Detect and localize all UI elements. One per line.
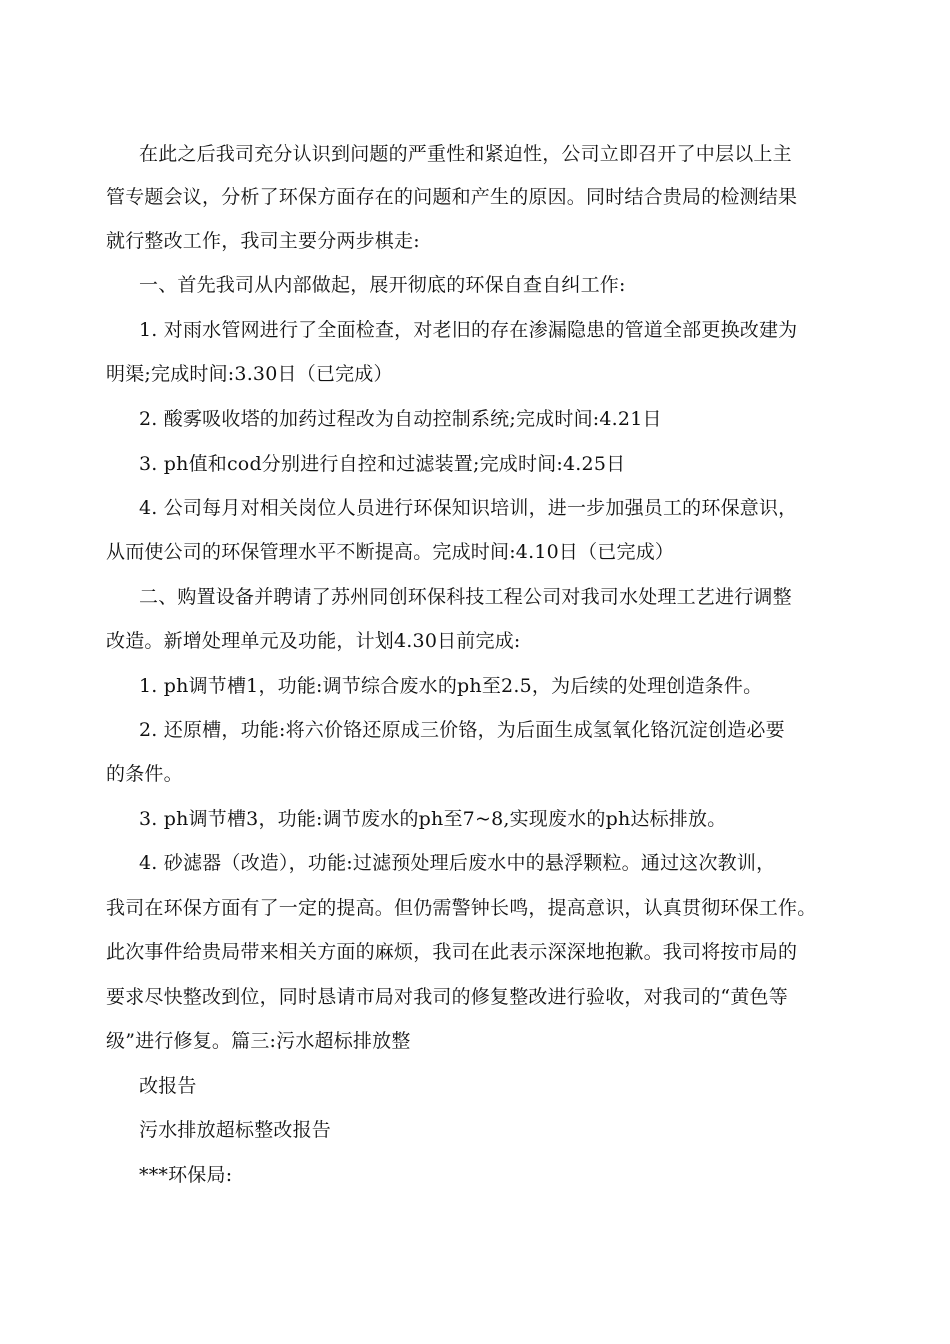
section-one-item-4-line-2: 从而使公司的环保管理水平不断提高。完成时间:4.10日（已完成） [106, 541, 675, 563]
closing-paragraph-line-2: 此次事件给贵局带来相关方面的麻烦，我司在此表示深深地抱歉。我司将按市局的 [106, 941, 798, 963]
section-one-item-1-line-1: 1. 对雨水管网进行了全面检查，对老旧的存在渗漏隐患的管道全部更换改建为 [139, 319, 798, 341]
paragraph-intro-line-3: 就行整改工作，我司主要分两步棋走: [106, 230, 420, 252]
section-two-item-2-line-2: 的条件。 [106, 763, 183, 785]
section-two-heading-line-1: 二、购置设备并聘请了苏州同创环保科技工程公司对我司水处理工艺进行调整 [139, 586, 792, 608]
section-two-item-3: 3. ph调节槽3，功能:调节废水的ph至7~8,实现废水的ph达标排放。 [139, 808, 727, 830]
closing-paragraph-line-3: 要求尽快整改到位，同时恳请市局对我司的修复整改进行验收，对我司的“黄色等 [106, 986, 788, 1008]
report-title-fragment: 改报告 [139, 1075, 197, 1097]
section-one-item-4-line-1: 4. 公司每月对相关岗位人员进行环保知识培训，进一步加强员工的环保意识， [139, 497, 798, 519]
closing-paragraph-line-4: 级”进行修复。篇三:污水超标排放整 [106, 1030, 411, 1052]
section-one-item-1-line-2: 明渠;完成时间:3.30日（已完成） [106, 363, 393, 385]
paragraph-intro-line-1: 在此之后我司充分认识到问题的严重性和紧迫性，公司立即召开了中层以上主 [139, 143, 792, 165]
paragraph-intro-line-2: 管专题会议，分析了环保方面存在的问题和产生的原因。同时结合贵局的检测结果 [106, 186, 798, 208]
section-two-item-1: 1. ph调节槽1，功能:调节综合废水的ph至2.5，为后续的处理创造条件。 [139, 675, 763, 697]
closing-paragraph-line-1: 我司在环保方面有了一定的提高。但仍需警钟长鸣，提高意识，认真贯彻环保工作。 [106, 897, 817, 919]
section-two-heading-line-2: 改造。新增处理单元及功能，计划4.30日前完成: [106, 630, 521, 652]
section-two-item-2-line-1: 2. 还原槽，功能:将六价铬还原成三价铬，为后面生成氢氧化铬沉淀创造必要 [139, 719, 785, 741]
report-title: 污水排放超标整改报告 [139, 1119, 332, 1141]
section-one-item-2: 2. 酸雾吸收塔的加药过程改为自动控制系统;完成时间:4.21日 [139, 408, 662, 430]
section-one-heading: 一、首先我司从内部做起，展开彻底的环保自查自纠工作: [139, 274, 626, 296]
section-two-item-4-line-1: 4. 砂滤器（改造），功能:过滤预处理后废水中的悬浮颗粒。通过这次教训， [139, 852, 776, 874]
section-one-item-3: 3. ph值和cod分别进行自控和过滤装置;完成时间:4.25日 [139, 453, 626, 475]
salutation: ***环保局: [139, 1164, 233, 1186]
